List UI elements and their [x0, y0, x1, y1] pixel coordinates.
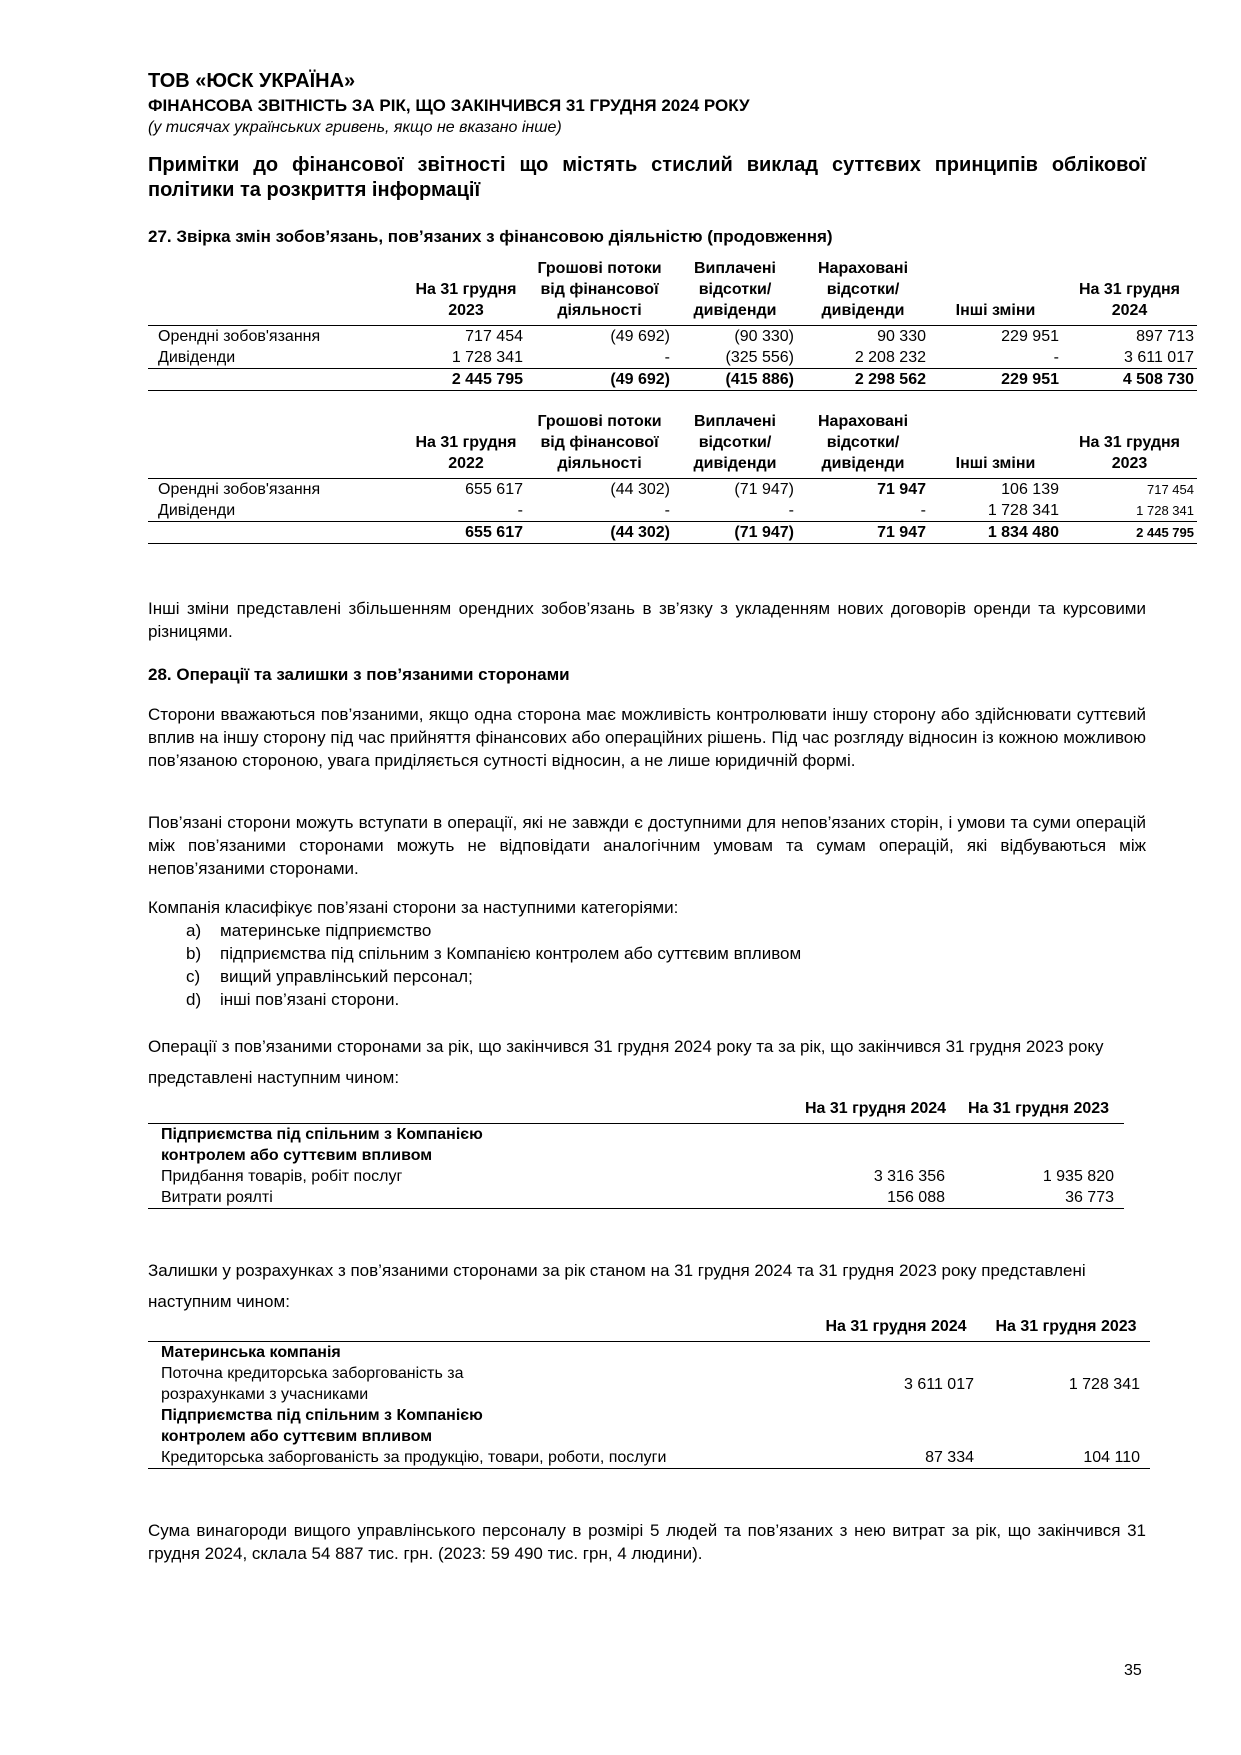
row-label: Дивіденди — [158, 502, 236, 519]
total-row — [148, 369, 1197, 391]
total-cell: (49 692) — [526, 369, 673, 391]
reconciliation-table-2023 — [148, 409, 1197, 544]
total-cell: (44 302) — [526, 522, 673, 544]
section-28-para-3: Компанія класифікує пов’язані сторони за наступними категоріями: — [148, 898, 679, 917]
row-label: Кредиторська заборгованість за продукцію, товари, роботи, послуги — [161, 1449, 667, 1466]
list-item — [186, 942, 801, 965]
list-marker: d) — [186, 990, 202, 1009]
table-row — [148, 479, 1197, 501]
total-cell: 2 445 795 — [1062, 522, 1197, 544]
total-cell: 1 834 480 — [929, 522, 1062, 544]
report-title: ФІНАНСОВА ЗВІТНІСТЬ ЗА РІК, ЩО ЗАКІНЧИВСЯ 31 ГРУДНЯ 2024 РОКУ — [148, 96, 750, 115]
total-cell: 71 947 — [797, 522, 929, 544]
total-cell: 4 508 730 — [1062, 369, 1197, 391]
cell: 717 454 — [1147, 482, 1194, 497]
total-cell: (71 947) — [673, 522, 797, 544]
section-27-title: 27. Звірка змін зобов’язань, пов’язаних з фінансовою діяльністю (продовження) — [148, 227, 833, 246]
cell: 3 611 017 — [1124, 349, 1194, 366]
col-header: Нараховані відсотки/ дивіденди — [797, 409, 929, 479]
cell: 3 611 017 — [904, 1375, 974, 1393]
cell: (90 330) — [734, 328, 794, 345]
cell: 1 728 341 — [451, 349, 523, 366]
section-28-title: 28. Операції та залишки з пов’язаними сторонами — [148, 665, 570, 684]
group-label: Підприємства під спільним з Компанією контролем або суттєвим впливом — [161, 1407, 483, 1445]
total-cell: 2 298 562 — [797, 369, 929, 391]
total-row — [148, 522, 1197, 544]
section-28-para-4: Операції з пов’язаними сторонами за рік, що закінчився 31 грудня 2024 року та за рік, що закінчився 31 грудня 2023 року представлені наступним чином: — [148, 1037, 1104, 1087]
cell: 1 935 820 — [1042, 1168, 1114, 1185]
col-header: На 31 грудня 2023 — [1062, 409, 1197, 479]
total-cell: (415 886) — [673, 369, 797, 391]
section-28-para-6: Сума винагороди вищого управлінського персоналу в розмірі 5 людей та пов’язаних з нею витрат за рік, що закінчився 31 грудня 2024, склала 54 887 тис. грн. (2023: 59 490 тис. грн, 4 людини). — [148, 1521, 1146, 1563]
cell: 229 951 — [1001, 328, 1059, 345]
cell: 90 330 — [877, 328, 926, 345]
cell: 106 139 — [1001, 481, 1059, 498]
units-note: (у тисячах українських гривень, якщо не вказано інше) — [148, 119, 562, 136]
cell: 3 316 356 — [873, 1168, 945, 1185]
cell: 156 088 — [887, 1189, 945, 1206]
table-row — [148, 1187, 1124, 1209]
cell: - — [1053, 349, 1059, 366]
reconciliation-table-2024 — [148, 256, 1197, 391]
cell: - — [788, 502, 794, 519]
section-28-para-2: Пов’язані сторони можуть вступати в операції, які не завжди є доступними для непов’язаних сторін, і умови та суми операцій між пов’язаними сторонами можуть не відповідати аналогічним умовам та сумам операцій, які відбуваються між непов’язаними сторонами. — [148, 813, 1146, 878]
total-cell: 655 617 — [406, 522, 526, 544]
row-label: Орендні зобов'язання — [158, 328, 321, 345]
list-marker: c) — [186, 967, 201, 986]
cell: 1 728 341 — [1136, 503, 1194, 518]
table-row — [148, 1166, 1124, 1187]
cell: 1 728 341 — [987, 502, 1059, 519]
cell: (44 302) — [610, 481, 670, 498]
list-text: материнське підприємство — [220, 921, 432, 940]
list-text: підприємства під спільним з Компанією контролем або суттєвим впливом — [220, 944, 802, 963]
col-header: Інші зміни — [929, 256, 1062, 326]
list-marker: b) — [186, 944, 202, 963]
table-row — [148, 326, 1197, 348]
row-label: Орендні зобов'язання — [158, 481, 321, 498]
col-header: Грошові потоки від фінансової діяльності — [526, 409, 673, 479]
notes-title: Примітки до фінансової звітності що містять стислий виклад суттєвих принципів облікової політики та розкриття інформації — [148, 154, 1146, 201]
col-header: Нараховані відсотки/ дивіденди — [797, 256, 929, 326]
operations-table — [148, 1096, 1124, 1209]
cell: 717 454 — [465, 328, 523, 345]
cell: 1 728 341 — [1068, 1375, 1140, 1393]
cell: - — [664, 349, 670, 366]
cell: (325 556) — [725, 349, 794, 366]
total-cell: 229 951 — [929, 369, 1062, 391]
cell: 2 208 232 — [854, 349, 926, 366]
cell: 71 947 — [877, 481, 926, 498]
page-number: 35 — [1124, 1662, 1142, 1679]
row-label: Витрати роялті — [161, 1189, 273, 1206]
group-label: Материнська компанія — [161, 1344, 341, 1361]
row-label: Придбання товарів, робіт послуг — [161, 1168, 403, 1185]
list-item — [186, 988, 801, 1011]
table-row — [148, 347, 1197, 369]
cell: 655 617 — [465, 481, 523, 498]
table-row — [148, 1363, 1150, 1405]
list-text: вищий управлінський персонал; — [220, 967, 473, 986]
list-item — [186, 965, 801, 988]
section-28-para-5: Залишки у розрахунках з пов’язаними сторонами за рік станом на 31 грудня 2024 та 31 грудня 2023 року представлені наступним чином: — [148, 1261, 1086, 1311]
cell: 104 110 — [1083, 1449, 1140, 1466]
row-label: Дивіденди — [158, 349, 236, 366]
cell: 897 713 — [1136, 328, 1194, 345]
col-header: На 31 грудня 2022 — [406, 409, 526, 479]
cell: - — [517, 502, 523, 519]
cell: - — [920, 502, 926, 519]
cell: (71 947) — [734, 481, 794, 498]
col-header: На 31 грудня 2023 — [982, 1314, 1150, 1342]
list-item — [186, 919, 801, 942]
table-row — [148, 500, 1197, 522]
col-header: На 31 грудня 2023 — [406, 256, 526, 326]
col-header: На 31 грудня 2024 — [798, 1096, 953, 1124]
group-label: Підприємства під спільним з Компанією контролем або суттєвим впливом — [161, 1126, 483, 1164]
col-header: Виплачені відсотки/ дивіденди — [673, 256, 797, 326]
section-27-note: Інші зміни представлені збільшенням орендних зобов’язань в зв’язку з укладенням нових договорів оренди та курсовими різницями. — [148, 599, 1146, 641]
cell: - — [664, 502, 670, 519]
total-cell: 2 445 795 — [406, 369, 526, 391]
row-label: Поточна кредиторська заборгованість за розрахунками з учасниками — [161, 1365, 464, 1403]
company-name: ТОВ «ЮСК УКРАЇНА» — [148, 70, 356, 92]
cell: 87 334 — [925, 1449, 974, 1466]
col-header: Грошові потоки від фінансової діяльності — [526, 256, 673, 326]
col-header: Виплачені відсотки/ дивіденди — [673, 409, 797, 479]
list-text: інші пов’язані сторони. — [220, 990, 400, 1009]
list-marker: a) — [186, 921, 202, 940]
table-row — [148, 1447, 1150, 1469]
col-header: На 31 грудня 2023 — [953, 1096, 1124, 1124]
section-28-para-1: Сторони вважаються пов’язаними, якщо одна сторона має можливість контролювати іншу сторону або здійснювати суттєвий вплив на іншу сторону під час прийняття фінансових або операційних рішень. Під час розгляду відносин із кожною можливою пов’язаною стороною, увага приділяється сутності відносин, а не лише юридичній формі. — [148, 705, 1146, 770]
col-header: Інші зміни — [929, 409, 1062, 479]
cell: 36 773 — [1065, 1189, 1114, 1206]
category-list — [186, 919, 801, 1011]
col-header: На 31 грудня 2024 — [1062, 256, 1197, 326]
col-header: На 31 грудня 2024 — [810, 1314, 982, 1342]
balances-table — [148, 1314, 1150, 1469]
cell: (49 692) — [610, 328, 670, 345]
